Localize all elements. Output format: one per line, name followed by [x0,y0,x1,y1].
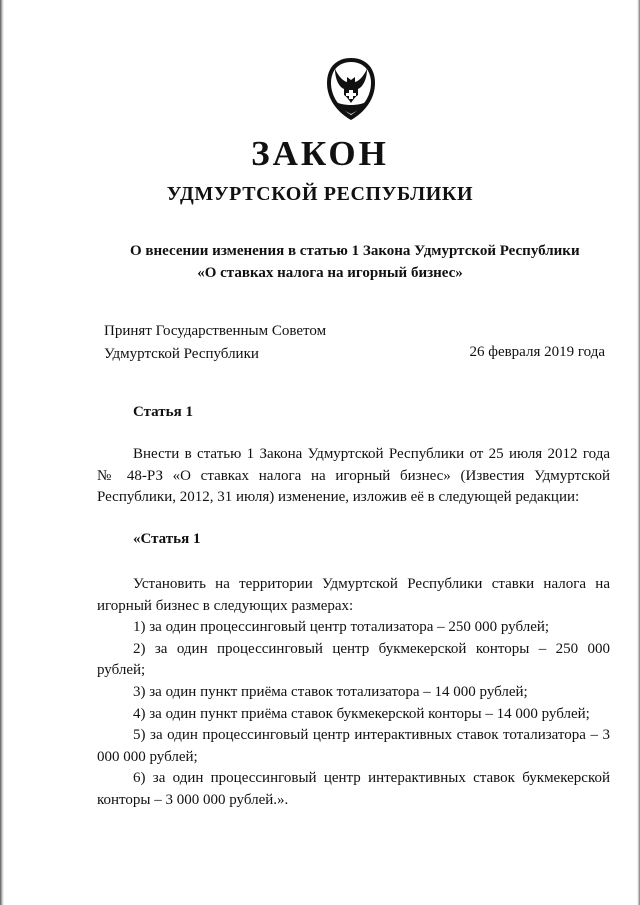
law-heading-line: О внесении изменения в статью 1 Закона Удмуртской Республики [130,243,580,259]
rate-item: 6) за один процессинговый центр интерактивных ставок букмекерской конторы – 3 000 000 рублей.». [97,770,610,808]
article-paragraph: Внести в статью 1 Закона Удмуртской Республики от 25 июля 2012 года № 48-РЗ «О ставках налога на игорный бизнес» (Известия Удмуртской Республики, 2012, 31 июля) изменение, изложив её в следующей редакции: [97,446,610,506]
rate-item: 2) за один процессинговый центр букмекерской конторы – 250 000 рублей; [97,640,610,679]
article-body [97,444,610,509]
law-heading-line: «О ставках налога на игорный бизнес» [197,265,463,281]
adopted-by-line: Удмуртской Республики [104,346,259,362]
law-heading [130,240,580,284]
rate-item: 4) за один пункт приёма ставок букмекерской конторы – 14 000 рублей; [133,705,590,722]
udmurt-coat-of-arms-emblem [325,57,377,121]
document-title: ЗАКОН [251,134,389,173]
inner-article-intro: Установить на территории Удмуртской Республики ставки налога на игорный бизнес в следующих размерах: [97,576,610,614]
rate-item: 1) за один процессинговый центр тотализатора – 250 000 рублей; [133,619,550,636]
rate-item: 5) за один процессинговый центр интерактивных ставок тотализатора – 3 000 000 рублей; [97,727,610,765]
adopted-by-line: Принят Государственным Советом [104,323,327,339]
adoption-block [104,320,326,366]
article-title: Статья 1 [133,404,193,420]
adoption-date: 26 февраля 2019 года [469,344,605,360]
inner-article-body [97,574,610,812]
inner-article-title: «Статья 1 [133,531,201,547]
rate-item: 3) за один пункт приёма ставок тотализатора – 14 000 рублей; [133,683,528,700]
document-subtitle: УДМУРТСКОЙ РЕСПУБЛИКИ [166,183,474,205]
